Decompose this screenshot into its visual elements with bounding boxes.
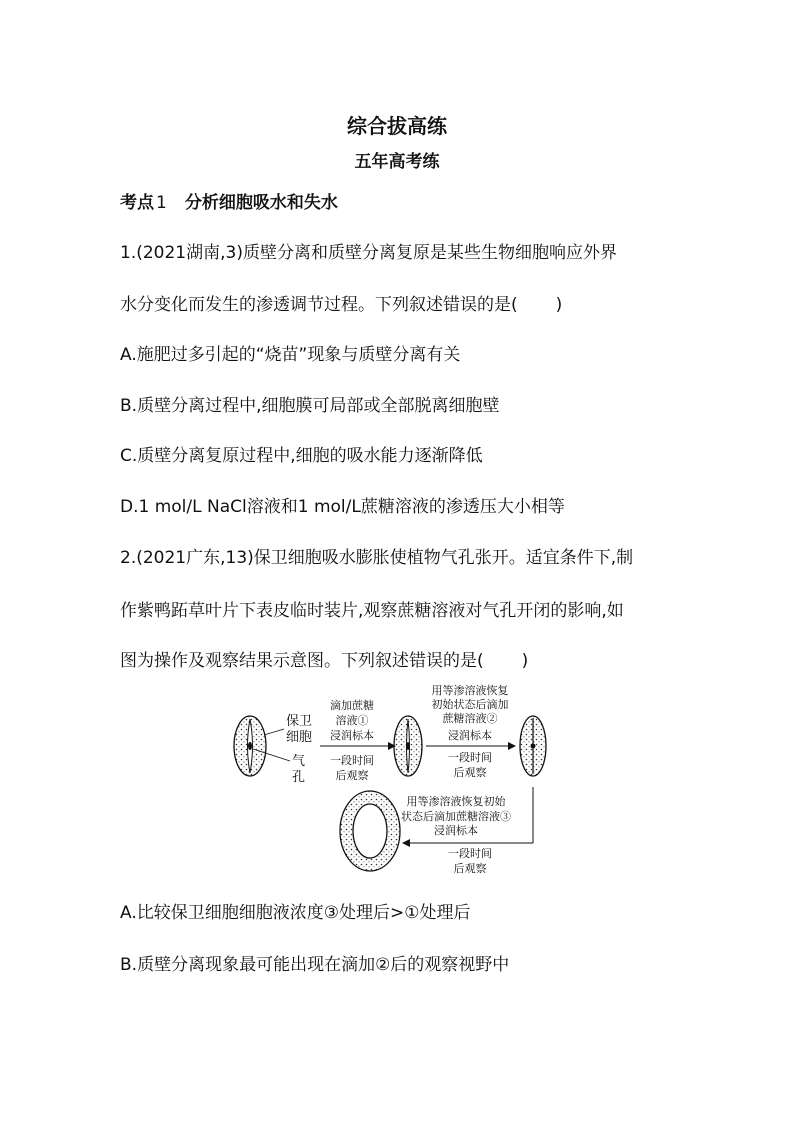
q2-stem-text: 图为操作及观察结果示意图。下列叙述错误的是: [120, 651, 477, 671]
step2-line2: 初始状态后滴加: [431, 698, 509, 711]
page-subtitle: 五年高考练: [354, 152, 440, 172]
section-number: 1: [156, 193, 167, 213]
step1-line3: 浸润标本: [330, 729, 374, 742]
q1-paren-open: (: [511, 295, 518, 315]
step2-line1: 用等渗溶液恢复: [431, 684, 509, 697]
section-name: 分析细胞吸水和失水: [184, 193, 338, 213]
q1-option-a: A.施肥过多引起的“烧苗”现象与质壁分离有关: [120, 345, 461, 365]
q2-option-b: B.质壁分离现象最可能出现在滴加②后的观察视野中: [120, 955, 510, 975]
step2-line3: 蔗糖溶液②: [442, 712, 498, 725]
section-heading: [120, 188, 338, 213]
q2-option-a: A.比较保卫细胞细胞液浓度③处理后>①处理后: [120, 903, 471, 923]
label-guard-2: 细胞: [286, 730, 313, 745]
stoma-after-solution-3: [340, 791, 400, 871]
q1-paren-close: ): [555, 295, 563, 315]
section-label: 考点: [120, 193, 154, 213]
q1-option-c: C.质壁分离复原过程中,细胞的吸水能力逐渐降低: [120, 446, 483, 466]
q1-stem-text: 水分变化而发生的渗透调节过程。下列叙述错误的是: [120, 295, 511, 315]
step3-line5: 后观察: [453, 862, 487, 875]
label-pore-1: 气: [292, 754, 306, 769]
stoma-initial: [234, 716, 266, 776]
q2-stem-line3: [120, 646, 528, 671]
step2-line5: 一段时间: [448, 751, 492, 764]
step3-line3: 浸润标本: [434, 824, 478, 837]
stoma-after-solution-2: [520, 716, 546, 776]
stoma-after-solution-1: [394, 716, 422, 776]
step3-line2: 状态后滴加蔗糖溶液③: [401, 810, 511, 823]
step1-line1: 滴加蔗糖: [330, 699, 374, 712]
step2-line4: 浸润标本: [448, 729, 492, 742]
step2-line6: 后观察: [453, 766, 487, 779]
step3-line4: 一段时间: [448, 847, 492, 860]
step1-line4: 一段时间: [330, 754, 374, 767]
q2-paren-close: ): [521, 651, 529, 671]
q1-option-d: D.1 mol/L NaCl溶液和1 mol/L蔗糖溶液的渗透压大小相等: [120, 497, 565, 517]
q2-paren-open: (: [477, 651, 484, 671]
label-pore-2: 孔: [292, 770, 306, 785]
q2-stem-line2: 作紫鸭跖草叶片下表皮临时装片,观察蔗糖溶液对气孔开闭的影响,如: [120, 601, 624, 621]
stomata-figure: [230, 683, 560, 883]
step1-line5: 后观察: [335, 769, 369, 782]
step1-line2: 溶液①: [335, 714, 369, 727]
q1-stem-line1: 1.(2021湖南,3)质壁分离和质壁分离复原是某些生物细胞响应外界: [120, 243, 617, 263]
label-guard-1: 保卫: [286, 714, 313, 729]
q2-stem-line1: 2.(2021广东,13)保卫细胞吸水膨胀使植物气孔张开。适宜条件下,制: [120, 548, 634, 568]
page-title: 综合拔高练: [347, 114, 447, 138]
step3-line1: 用等渗溶液恢复初始: [406, 795, 506, 808]
q1-stem-line2: [120, 290, 562, 315]
q1-option-b: B.质壁分离过程中,细胞膜可局部或全部脱离细胞壁: [120, 396, 500, 416]
